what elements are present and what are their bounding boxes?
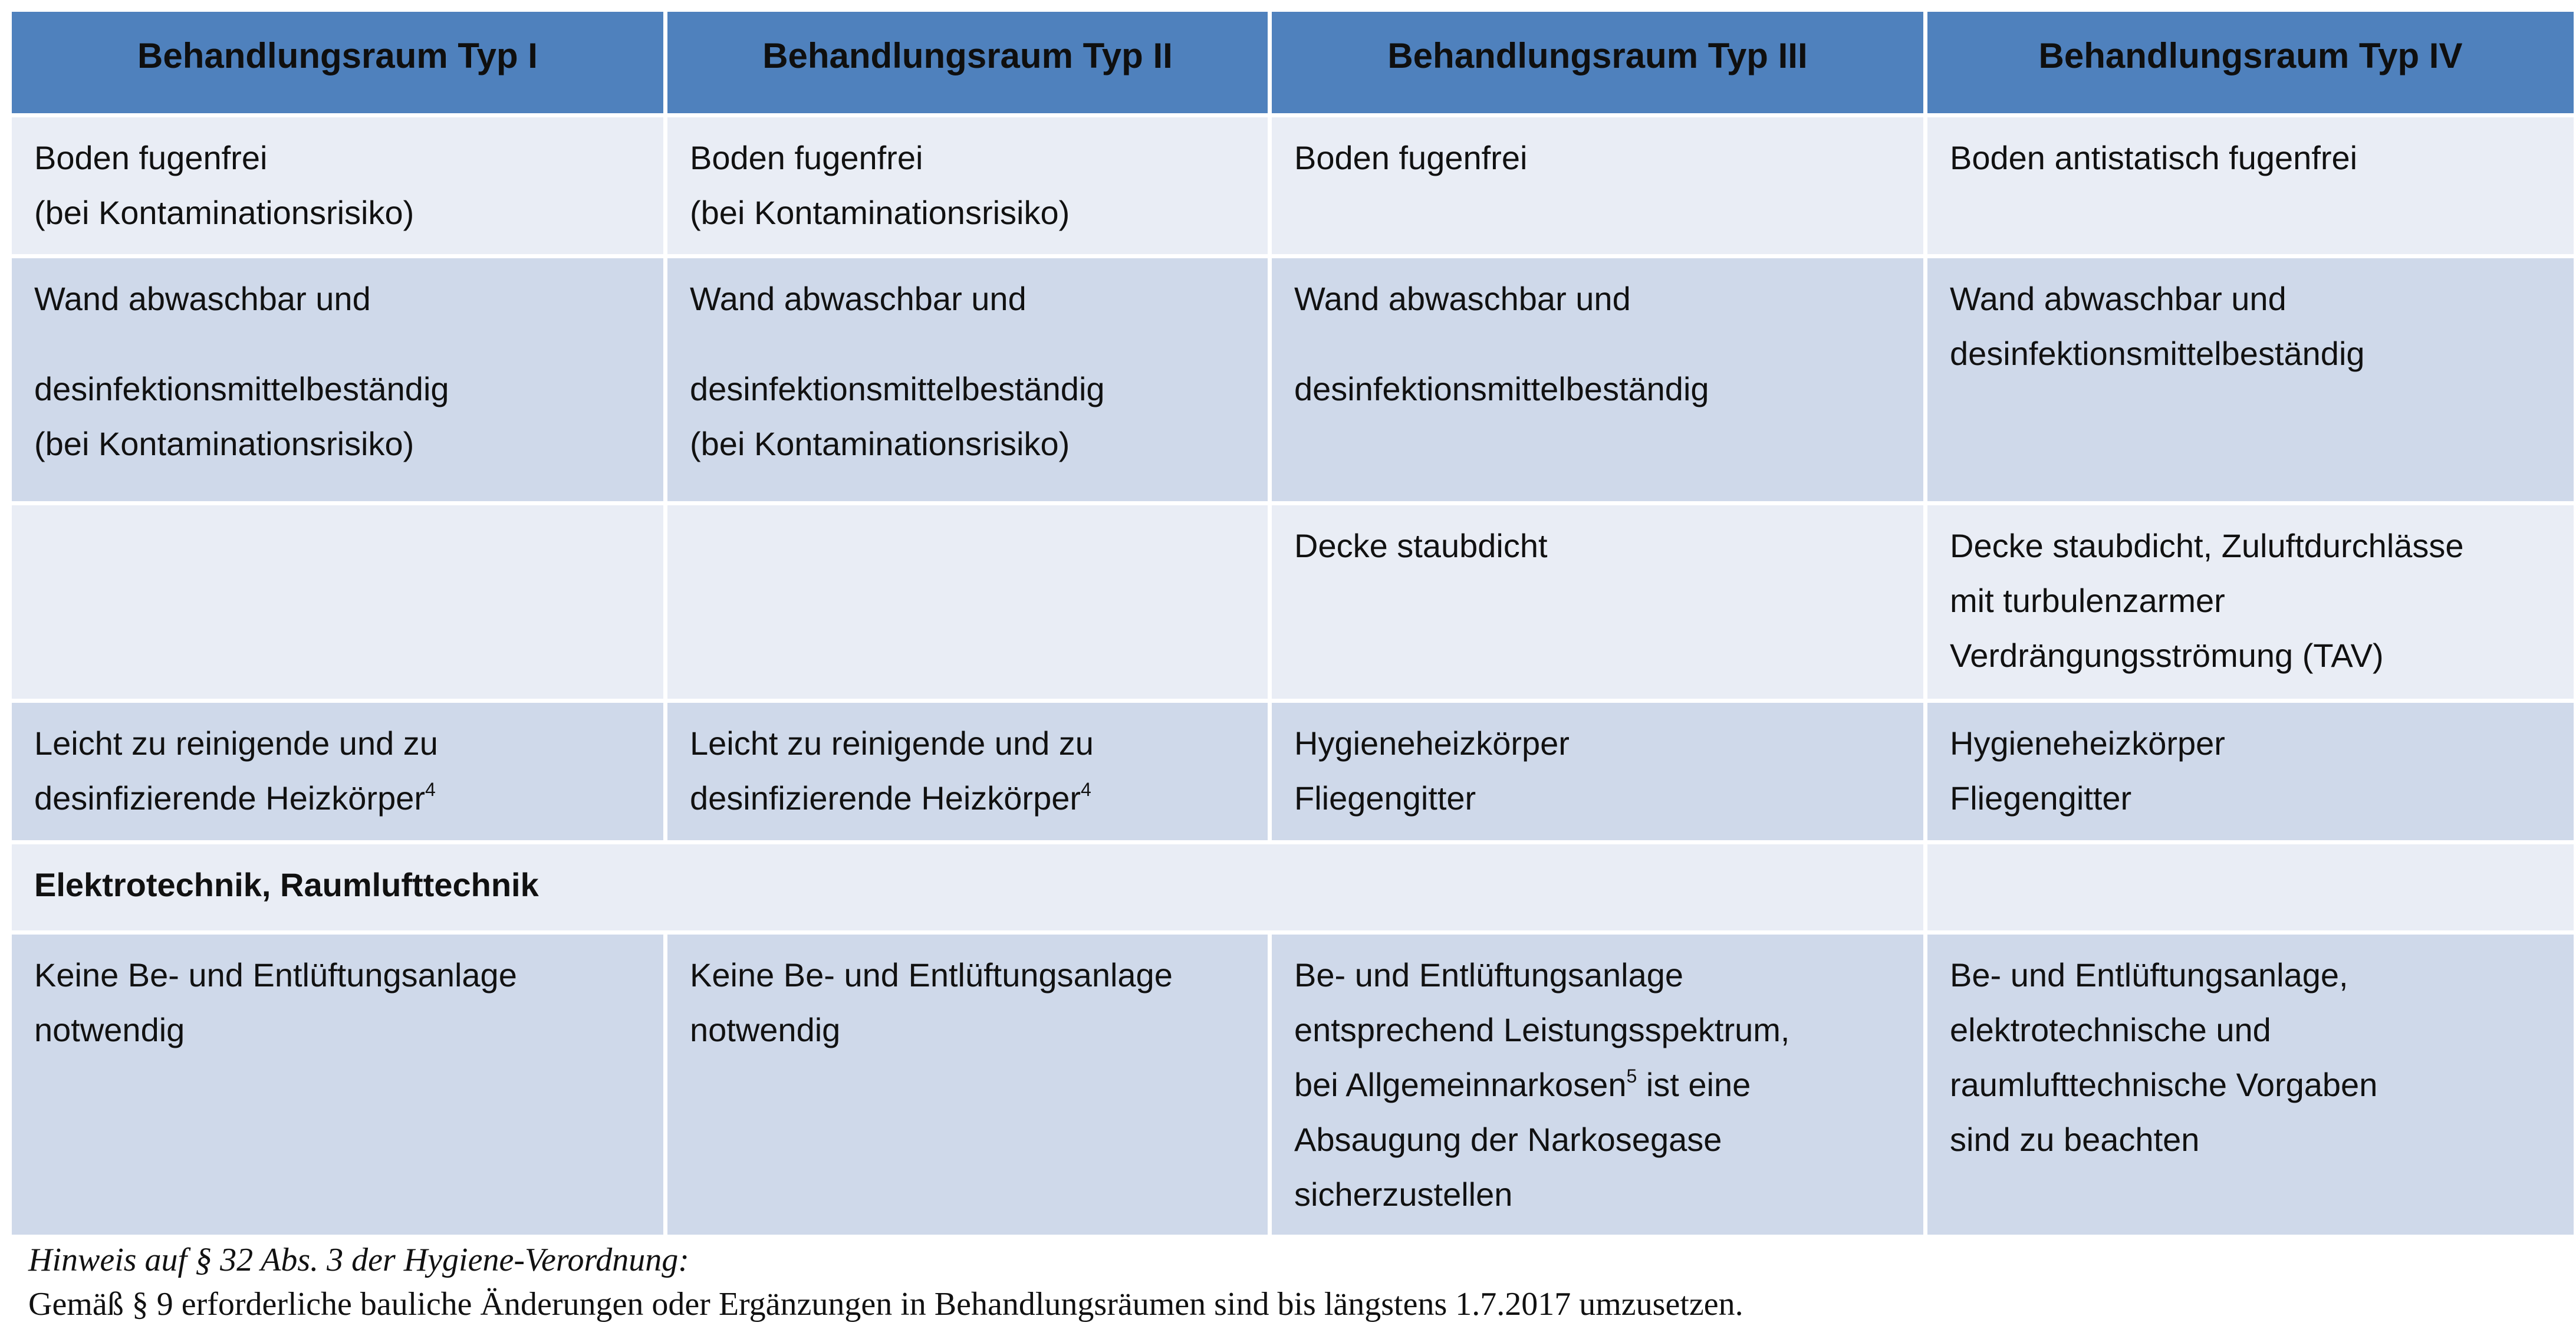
cell-line: Leicht zu reinigende und zu — [34, 725, 438, 762]
cell-ventilation-typ-3 — [1272, 935, 1923, 1235]
cell-line: Boden antistatisch fugenfrei — [1950, 139, 2358, 176]
cell-line: mit turbulenzarmer — [1950, 581, 2225, 619]
cell-ventilation-typ-4 — [1927, 935, 2574, 1235]
cell-line: Wand abwaschbar und — [1294, 280, 1631, 318]
header-typ-2: Behandlungsraum Typ II — [667, 12, 1268, 113]
cell-line: Fliegengitter — [1950, 779, 2132, 817]
footnote-ref-4: 4 — [425, 778, 436, 800]
table-row-heating — [12, 703, 2574, 840]
cell-wall-typ-1 — [12, 258, 663, 501]
cell-text: bei Allgemeinnarkosen — [1294, 1066, 1627, 1104]
cell-wall-typ-3 — [1272, 258, 1923, 501]
cell-line: sind zu beachten — [1950, 1121, 2200, 1159]
cell-ceiling-typ-2 — [667, 505, 1268, 699]
cell-line: (bei Kontaminationsrisiko) — [34, 194, 414, 231]
cell-line: Hygieneheizkörper — [1294, 725, 1570, 762]
cell-line: notwendig — [34, 1011, 185, 1049]
cell-heating-typ-1 — [12, 703, 663, 840]
cell-text: desinfizierende Heizkörper — [34, 779, 426, 817]
cell-ceiling-typ-1 — [12, 505, 663, 699]
cell-text: ist eine — [1637, 1066, 1751, 1104]
cell-ceiling-typ-3 — [1272, 505, 1923, 699]
table-row-ventilation — [12, 935, 2574, 1235]
cell-wall-typ-2 — [667, 258, 1268, 501]
cell-line: Keine Be- und Entlüftungsanlage — [34, 956, 517, 994]
footnote-text: Gemäß § 9 erforderliche bauliche Änderungen oder Ergänzungen in Behandlungsräumen sind bis längstens 1.7.2017 umzusetzen. — [28, 1286, 1743, 1323]
cell-line: Wand abwaschbar und — [1950, 280, 2287, 318]
cell-line: sicherzustellen — [1294, 1176, 1513, 1213]
cell-line: desinfektionsmittelbeständig — [1294, 370, 1709, 408]
cell-floor-typ-1 — [12, 117, 663, 254]
cell-line: Hygieneheizkörper — [1950, 725, 2225, 762]
table-row-ceiling — [12, 505, 2574, 699]
cell-line: Boden fugenfrei — [690, 139, 923, 176]
cell-line: Decke staubdicht — [1294, 527, 1548, 564]
cell-line: notwendig — [690, 1011, 841, 1049]
cell-floor-typ-2 — [667, 117, 1268, 254]
cell-heating-typ-3 — [1272, 703, 1923, 840]
cell-wall-typ-4 — [1927, 258, 2574, 501]
treatment-room-table — [8, 8, 2576, 1239]
table-row-section — [12, 844, 2574, 930]
cell-heating-typ-2 — [667, 703, 1268, 840]
header-typ-4: Behandlungsraum Typ IV — [1927, 12, 2574, 113]
cell-line — [1294, 1057, 1917, 1112]
cell-line: Keine Be- und Entlüftungsanlage — [690, 956, 1173, 994]
cell-line: Verdrängungsströmung (TAV) — [1950, 636, 2384, 674]
cell-line: (bei Kontaminationsrisiko) — [690, 194, 1070, 231]
cell-line: Be- und Entlüftungsanlage — [1294, 956, 1684, 994]
table-header-row — [12, 12, 2574, 113]
cell-line: (bei Kontaminationsrisiko) — [690, 425, 1070, 463]
cell-line: elektrotechnische und — [1950, 1011, 2271, 1049]
cell-line — [34, 771, 657, 825]
cell-line: Leicht zu reinigende und zu — [690, 725, 1094, 762]
cell-line: Decke staubdicht, Zuluftdurchlässe — [1950, 527, 2464, 564]
cell-line: Wand abwaschbar und — [34, 280, 371, 318]
cell-line: (bei Kontaminationsrisiko) — [34, 425, 414, 463]
cell-ventilation-typ-2 — [667, 935, 1268, 1235]
cell-line: Wand abwaschbar und — [690, 280, 1027, 318]
cell-line — [690, 771, 1262, 825]
section-label-elektrotechnik: Elektrotechnik, Raumlufttechnik — [12, 844, 1923, 930]
cell-heating-typ-4 — [1927, 703, 2574, 840]
cell-line: entsprechend Leistungsspektrum, — [1294, 1011, 1790, 1049]
cell-line: Boden fugenfrei — [1294, 139, 1528, 176]
cell-line: Be- und Entlüftungsanlage, — [1950, 956, 2348, 994]
header-typ-1: Behandlungsraum Typ I — [12, 12, 663, 113]
cell-ceiling-typ-4 — [1927, 505, 2574, 699]
cell-floor-typ-3 — [1272, 117, 1923, 254]
footnote-ref-4: 4 — [1081, 778, 1091, 800]
cell-section-empty — [1927, 844, 2574, 930]
cell-line: desinfektionsmittelbeständig — [1950, 335, 2365, 373]
cell-floor-typ-4 — [1927, 117, 2574, 254]
footnote-title: Hinweis auf § 32 Abs. 3 der Hygiene-Verordnung: — [28, 1242, 689, 1278]
cell-text: desinfizierende Heizkörper — [690, 779, 1081, 817]
cell-line: desinfektionsmittelbeständig — [690, 370, 1105, 408]
cell-line: Fliegengitter — [1294, 779, 1476, 817]
cell-line: Absaugung der Narkosegase — [1294, 1121, 1722, 1159]
cell-line: desinfektionsmittelbeständig — [34, 370, 449, 408]
table-row-floor — [12, 117, 2574, 254]
footnote-ref-5: 5 — [1626, 1065, 1637, 1087]
cell-ventilation-typ-1 — [12, 935, 663, 1235]
table-row-wall — [12, 258, 2574, 501]
cell-line: Boden fugenfrei — [34, 139, 268, 176]
header-typ-3: Behandlungsraum Typ III — [1272, 12, 1923, 113]
cell-line: raumlufttechnische Vorgaben — [1950, 1066, 2378, 1104]
